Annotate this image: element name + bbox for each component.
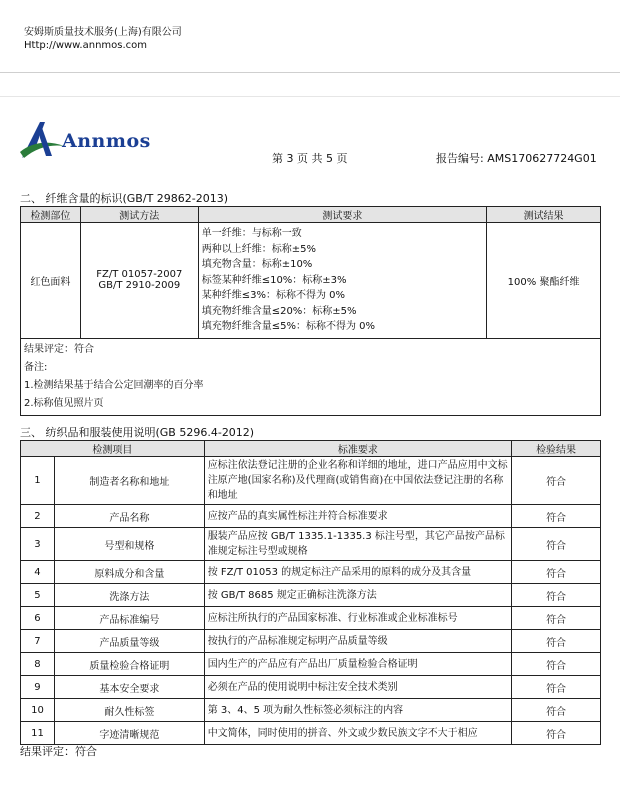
requirement-line: 单一纤维：与标称一致 bbox=[201, 228, 302, 239]
conclusion: 结果评定：符合 bbox=[24, 343, 94, 355]
row-requirement: 国内生产的产品应有产品出厂质量检验合格证明 bbox=[204, 653, 511, 676]
row-number: 2 bbox=[21, 505, 55, 528]
row-requirement: 应标注依法登记注册的企业名称和详细的地址，进口产品应用中文标注原产地(国家名称)及代理商(或销售商)在中国依法登记注册的名称和地址 bbox=[204, 457, 511, 505]
row-requirement: 必须在产品的使用说明中标注安全技术类别 bbox=[204, 676, 511, 699]
section3-title: 三、 纺织品和服装使用说明(GB 5296.4-2012) bbox=[20, 426, 255, 439]
row-result: 符合 bbox=[512, 630, 601, 653]
logo-mark-icon bbox=[18, 116, 68, 166]
requirement-line: 两种以上纤维：标称±5% bbox=[201, 243, 316, 255]
row-number: 11 bbox=[21, 722, 55, 745]
row-result: 符合 bbox=[512, 722, 601, 745]
section2-title: 二、 纤维含量的标识(GB/T 29862-2013) bbox=[20, 192, 229, 205]
company-header bbox=[24, 26, 182, 52]
table-row bbox=[21, 607, 601, 630]
test-result: 100% 聚酯纤维 bbox=[487, 223, 601, 339]
annmos-logo bbox=[18, 116, 151, 166]
row-result: 符合 bbox=[512, 457, 601, 505]
company-url: Http://www.annmos.com bbox=[24, 40, 148, 51]
row-result: 符合 bbox=[512, 561, 601, 584]
header-divider bbox=[0, 72, 620, 73]
row-result: 符合 bbox=[512, 607, 601, 630]
row-number: 9 bbox=[21, 676, 55, 699]
row-result: 符合 bbox=[512, 505, 601, 528]
row-item: 洗涤方法 bbox=[54, 584, 204, 607]
row-number: 5 bbox=[21, 584, 55, 607]
page-info: 第 3 页 共 5 页 bbox=[272, 152, 348, 165]
requirement-line: 某种纤维≤3%：标称不得为 0% bbox=[201, 290, 345, 301]
notes-cell bbox=[21, 338, 601, 415]
row-number: 3 bbox=[21, 528, 55, 561]
row-number: 10 bbox=[21, 699, 55, 722]
test-requirements bbox=[198, 223, 486, 339]
row-requirement: 按执行的产品标准规定标明产品质量等级 bbox=[204, 630, 511, 653]
row-number: 6 bbox=[21, 607, 55, 630]
table-row bbox=[21, 630, 601, 653]
row-requirement: 应按产品的真实属性标注并符合标准要求 bbox=[204, 505, 511, 528]
row-item: 基本安全要求 bbox=[54, 676, 204, 699]
col-header-requirement: 测试要求 bbox=[198, 207, 486, 223]
requirement-line: 标签某种纤维≤10%：标称±3% bbox=[201, 274, 347, 286]
col-header-standard: 标准要求 bbox=[204, 441, 511, 457]
note-item: 1.检测结果基于结合公定回潮率的百分率 bbox=[24, 379, 204, 391]
note-item: 2.标称值见照片页 bbox=[24, 397, 104, 409]
table-row bbox=[21, 699, 601, 722]
method-line: GB/T 2910-2009 bbox=[98, 280, 181, 292]
table-row bbox=[21, 676, 601, 699]
col-header-item: 检测项目 bbox=[21, 441, 205, 457]
test-method bbox=[80, 223, 198, 339]
col-header-part: 检测部位 bbox=[21, 207, 81, 223]
requirement-line: 填充物纤维含量≤20%：标称±5% bbox=[201, 305, 357, 317]
row-item: 号型和规格 bbox=[54, 528, 204, 561]
table-header-row bbox=[21, 207, 601, 223]
row-result: 符合 bbox=[512, 676, 601, 699]
row-result: 符合 bbox=[512, 699, 601, 722]
row-item: 产品名称 bbox=[54, 505, 204, 528]
logo-text: Annmos bbox=[62, 130, 151, 152]
table-row bbox=[21, 584, 601, 607]
col-header-inspection-result: 检验结果 bbox=[512, 441, 601, 457]
table-row bbox=[21, 653, 601, 676]
row-requirement: 服装产品应按 GB/T 1335.1-1335.3 标注号型，其它产品按产品标准规定标注号型或规格 bbox=[204, 528, 511, 561]
fiber-content-table bbox=[20, 206, 601, 416]
row-requirement: 应标注所执行的产品国家标准、行业标准或企业标准标号 bbox=[204, 607, 511, 630]
remark-label: 备注: bbox=[24, 361, 48, 373]
table-row bbox=[21, 223, 601, 339]
table-header-row bbox=[21, 441, 601, 457]
table-row bbox=[21, 457, 601, 505]
row-number: 8 bbox=[21, 653, 55, 676]
row-requirement: 按 FZ/T 01053 的规定标注产品采用的原料的成分及其含量 bbox=[204, 561, 511, 584]
test-part: 红色面料 bbox=[21, 223, 81, 339]
col-header-method: 测试方法 bbox=[80, 207, 198, 223]
table-row bbox=[21, 505, 601, 528]
label-instruction-table bbox=[20, 440, 601, 745]
row-number: 4 bbox=[21, 561, 55, 584]
header-divider-light bbox=[0, 96, 620, 97]
requirement-line: 填充物含量：标称±10% bbox=[201, 259, 313, 270]
report-number: 报告编号: AMS170627724G01 bbox=[436, 152, 597, 165]
row-result: 符合 bbox=[512, 528, 601, 561]
notes-row bbox=[21, 338, 601, 415]
requirement-line: 填充物纤维含量≤5%：标称不得为 0% bbox=[201, 321, 375, 332]
row-item: 耐久性标签 bbox=[54, 699, 204, 722]
row-requirement: 中文简体，同时使用的拼音、外文或少数民族文字不大于相应 bbox=[204, 722, 511, 745]
col-header-result: 测试结果 bbox=[487, 207, 601, 223]
table-row bbox=[21, 528, 601, 561]
table-row bbox=[21, 722, 601, 745]
table-row bbox=[21, 561, 601, 584]
row-number: 7 bbox=[21, 630, 55, 653]
row-item: 制造者名称和地址 bbox=[54, 457, 204, 505]
row-result: 符合 bbox=[512, 653, 601, 676]
row-item: 原料成分和含量 bbox=[54, 561, 204, 584]
row-item: 产品质量等级 bbox=[54, 630, 204, 653]
row-item: 质量检验合格证明 bbox=[54, 653, 204, 676]
section3-conclusion: 结果评定：符合 bbox=[20, 745, 97, 758]
row-requirement: 按 GB/T 8685 规定正确标注洗涤方法 bbox=[204, 584, 511, 607]
row-result: 符合 bbox=[512, 584, 601, 607]
company-name: 安姆斯质量技术服务(上海)有限公司 bbox=[24, 27, 182, 38]
row-requirement: 第 3、4、5 项为耐久性标签必须标注的内容 bbox=[204, 699, 511, 722]
method-line: FZ/T 01057-2007 bbox=[96, 269, 183, 281]
row-number: 1 bbox=[21, 457, 55, 505]
row-item: 字迹清晰规范 bbox=[54, 722, 204, 745]
row-item: 产品标准编号 bbox=[54, 607, 204, 630]
